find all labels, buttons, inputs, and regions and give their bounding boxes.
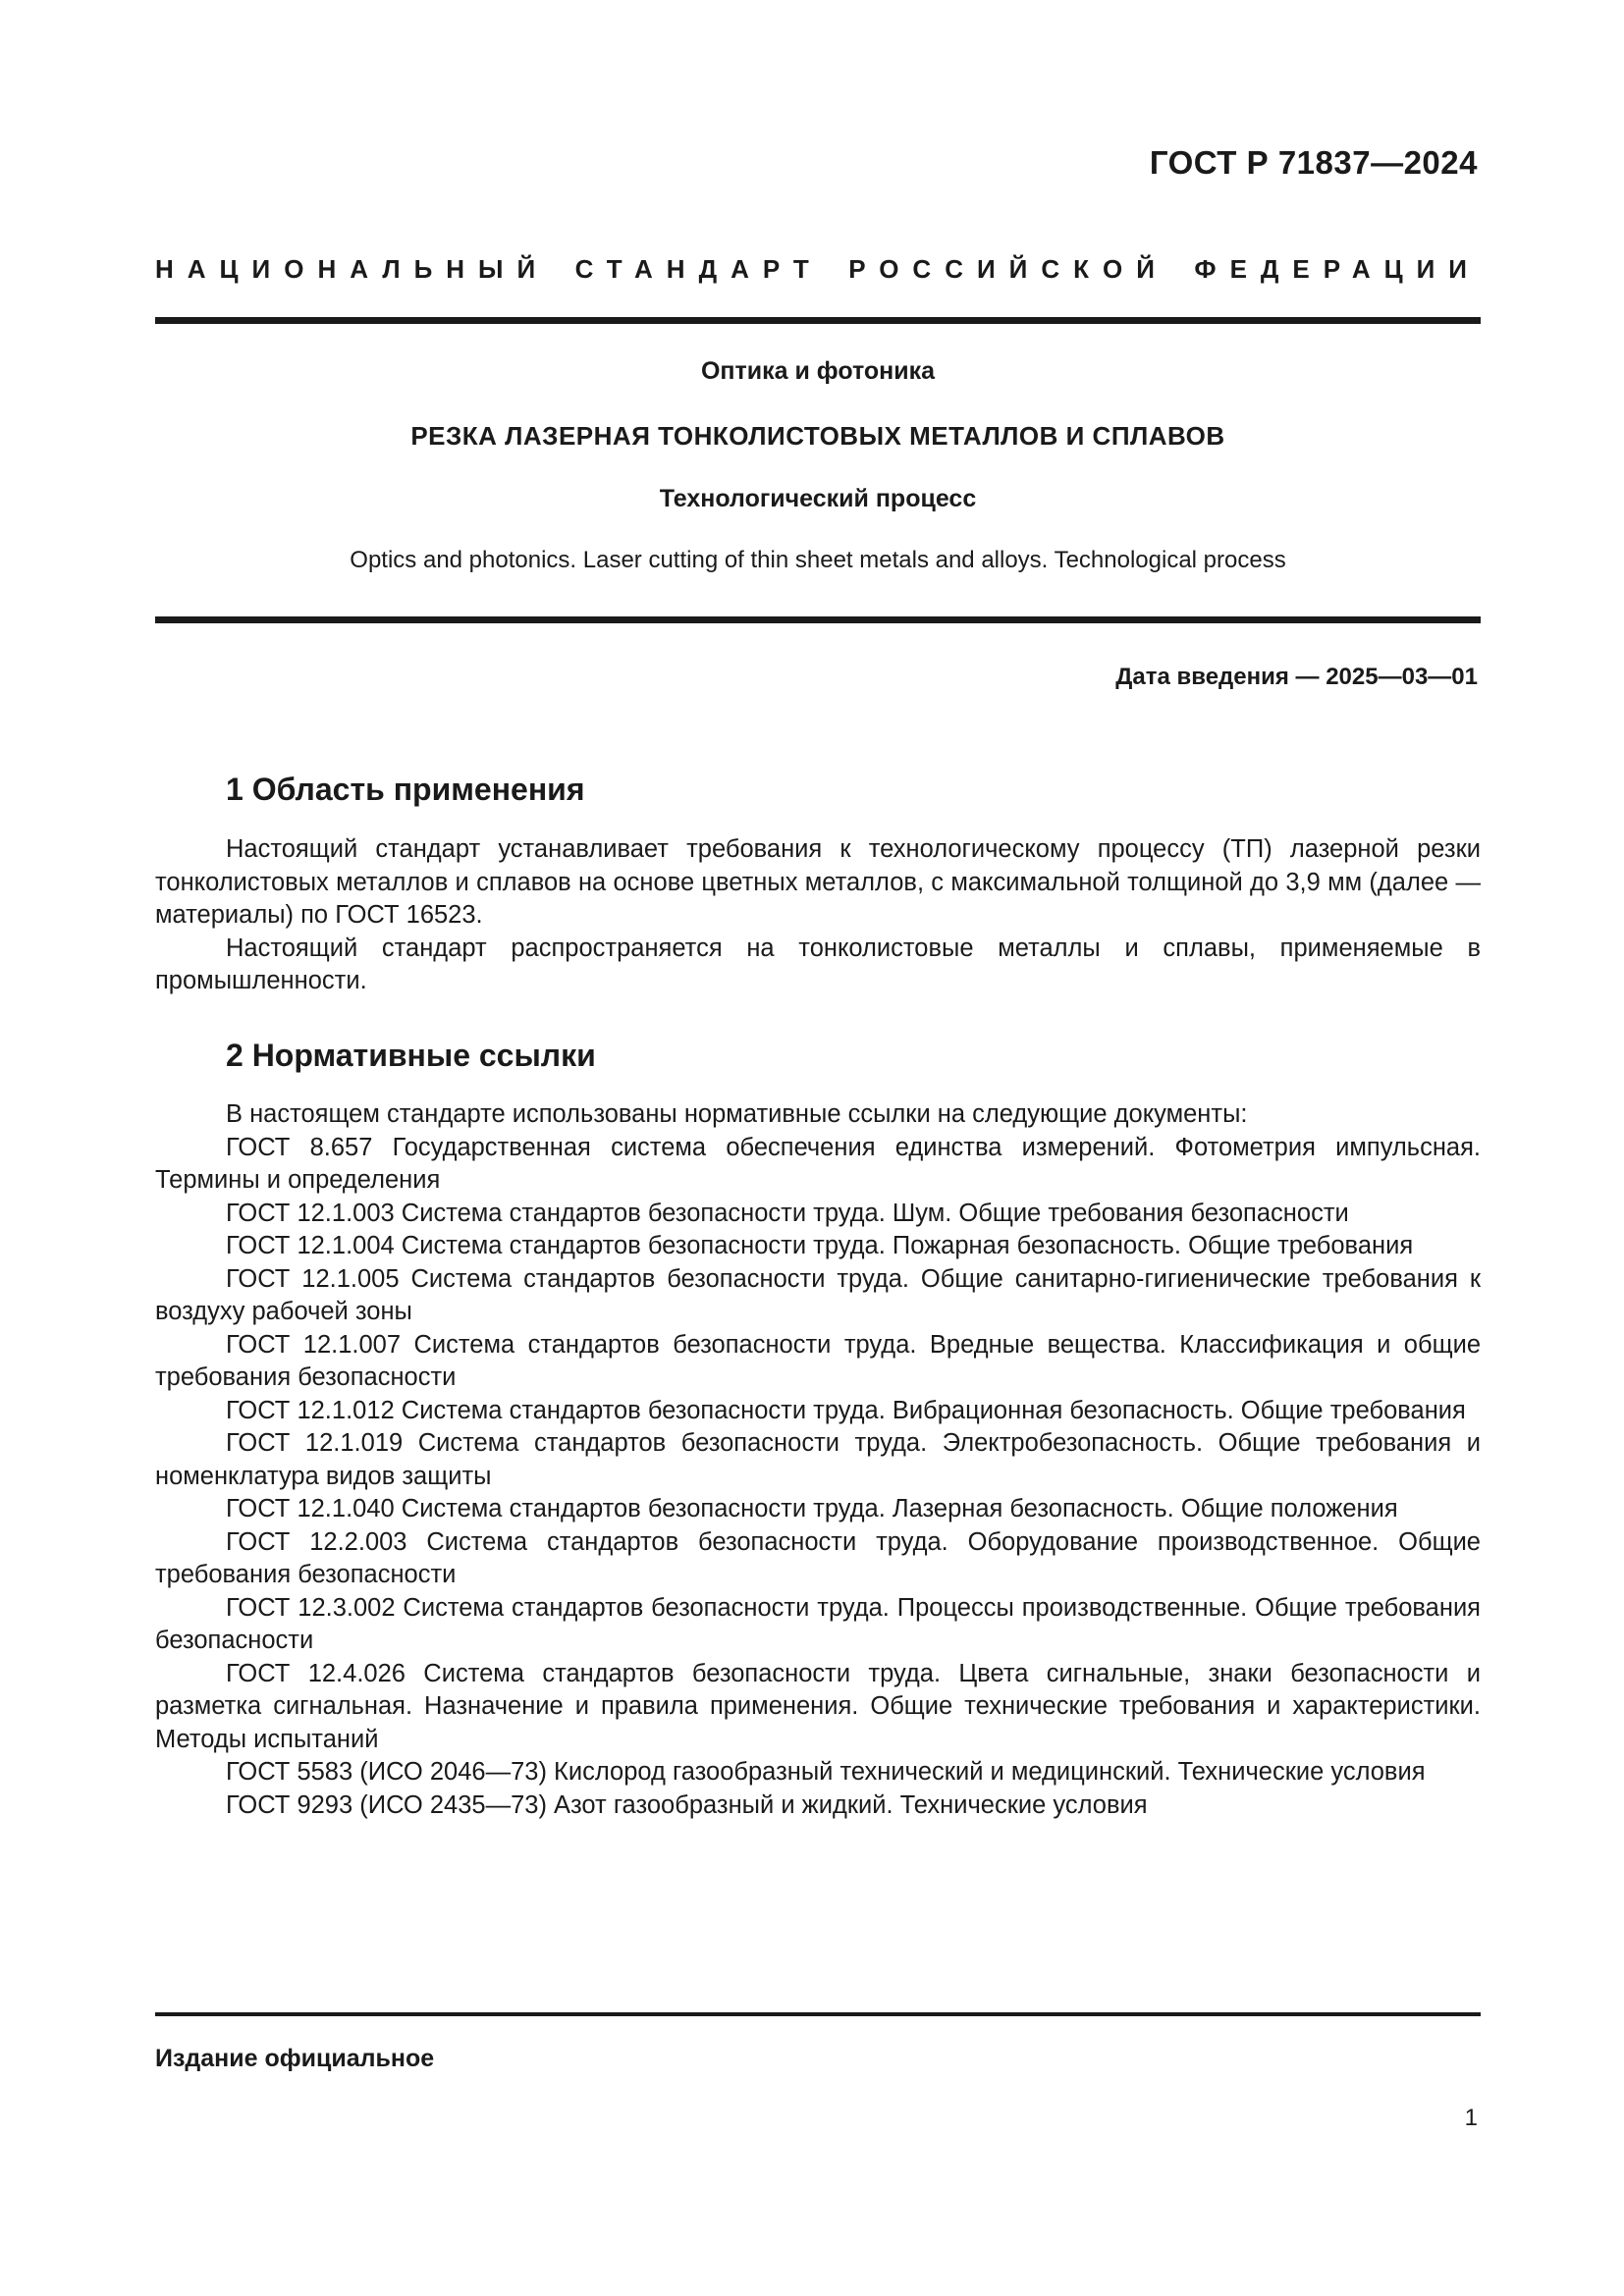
paragraph: Настоящий стандарт устанавливает требования к технологическому процессу (ТП) лазерной резки тонколистовых металлов и сплавов на основе цветных металлов, с максимальной толщиной до 3,9 мм (далее — материалы) по ГОСТ 16523. (155, 835, 1481, 929)
reference-item: ГОСТ 12.1.003 Система стандартов безопасности труда. Шум. Общие требования безопасности (226, 1199, 1349, 1227)
footer-rule (155, 2012, 1481, 2016)
reference-item: ГОСТ 12.1.007 Система стандартов безопасности труда. Вредные вещества. Классификация и общие требования безопасности (155, 1330, 1481, 1391)
reference-item: ГОСТ 12.1.040 Система стандартов безопасности труда. Лазерная безопасность. Общие положения (226, 1495, 1398, 1522)
title-rule (155, 616, 1481, 623)
national-word-4: ФЕДЕРАЦИИ (1194, 254, 1481, 284)
reference-item: ГОСТ 12.1.004 Система стандартов безопасности труда. Пожарная безопасность. Общие требования (226, 1232, 1414, 1259)
reference-item: ГОСТ 9293 (ИСО 2435—73) Азот газообразный и жидкий. Технические условия (226, 1790, 1148, 1819)
reference-item: ГОСТ 12.4.026 Система стандартов безопасности труда. Цвета сигнальные, знаки безопасности и разметка сигнальная. Назначение и правила применения. Общие технические требования и характеристики. Методы испытаний (155, 1659, 1481, 1753)
standard-code: ГОСТ Р 71837—2024 (1149, 144, 1478, 181)
paragraph: В настоящем стандарте использованы нормативные ссылки на следующие документы: (226, 1100, 1248, 1128)
subject-line: Оптика и фотоника (700, 357, 936, 385)
reference-item: ГОСТ 12.1.019 Система стандартов безопасности труда. Электробезопасность. Общие требования и номенклатура видов защиты (155, 1429, 1481, 1490)
reference-item: ГОСТ 5583 (ИСО 2046—73) Кислород газообразный технический и медицинский. Технические условия (226, 1758, 1426, 1786)
national-standard-banner (155, 254, 1481, 285)
reference-item: ГОСТ 12.2.003 Система стандартов безопасности труда. Оборудование производственное. Общие требования безопасности (155, 1527, 1481, 1588)
reference-item: ГОСТ 12.1.005 Система стандартов безопасности труда. Общие санитарно-гигиенические требования к воздуху рабочей зоны (155, 1264, 1481, 1325)
english-title: Optics and photonics. Laser cutting of thin sheet metals and alloys. Technological process (350, 547, 1286, 573)
national-word-2: СТАНДАРТ (574, 254, 823, 284)
reference-item: ГОСТ 8.657 Государственная система обеспечения единства измерений. Фотометрия импульсная. Термины и определения (155, 1133, 1481, 1194)
page-number: 1 (1464, 2105, 1478, 2131)
document-subtitle: Технологический процесс (659, 485, 977, 512)
national-word-1: НАЦИОНАЛЬНЫЙ (155, 254, 550, 284)
header-rule (155, 317, 1481, 324)
national-word-3: РОССИЙСКОЙ (848, 254, 1168, 284)
reference-item: ГОСТ 12.1.012 Система стандартов безопасности труда. Вибрационная безопасность. Общие требования (226, 1396, 1466, 1424)
section-2-heading: 2 Нормативные ссылки (226, 1038, 596, 1073)
introduction-date: Дата введения — 2025—03—01 (1115, 664, 1478, 690)
document-title: РЕЗКА ЛАЗЕРНАЯ ТОНКОЛИСТОВЫХ МЕТАЛЛОВ И СПЛАВОВ (410, 421, 1225, 451)
section-1-heading: 1 Область применения (226, 772, 585, 807)
section-1-body (155, 833, 1481, 998)
section-2-body (155, 1098, 1481, 1822)
edition-label: Издание официальное (155, 2045, 435, 2072)
reference-item: ГОСТ 12.3.002 Система стандартов безопасности труда. Процессы производственные. Общие требования безопасности (155, 1593, 1481, 1654)
paragraph: Настоящий стандарт распространяется на тонколистовые металлы и сплавы, применяемые в промышленности. (155, 934, 1481, 994)
